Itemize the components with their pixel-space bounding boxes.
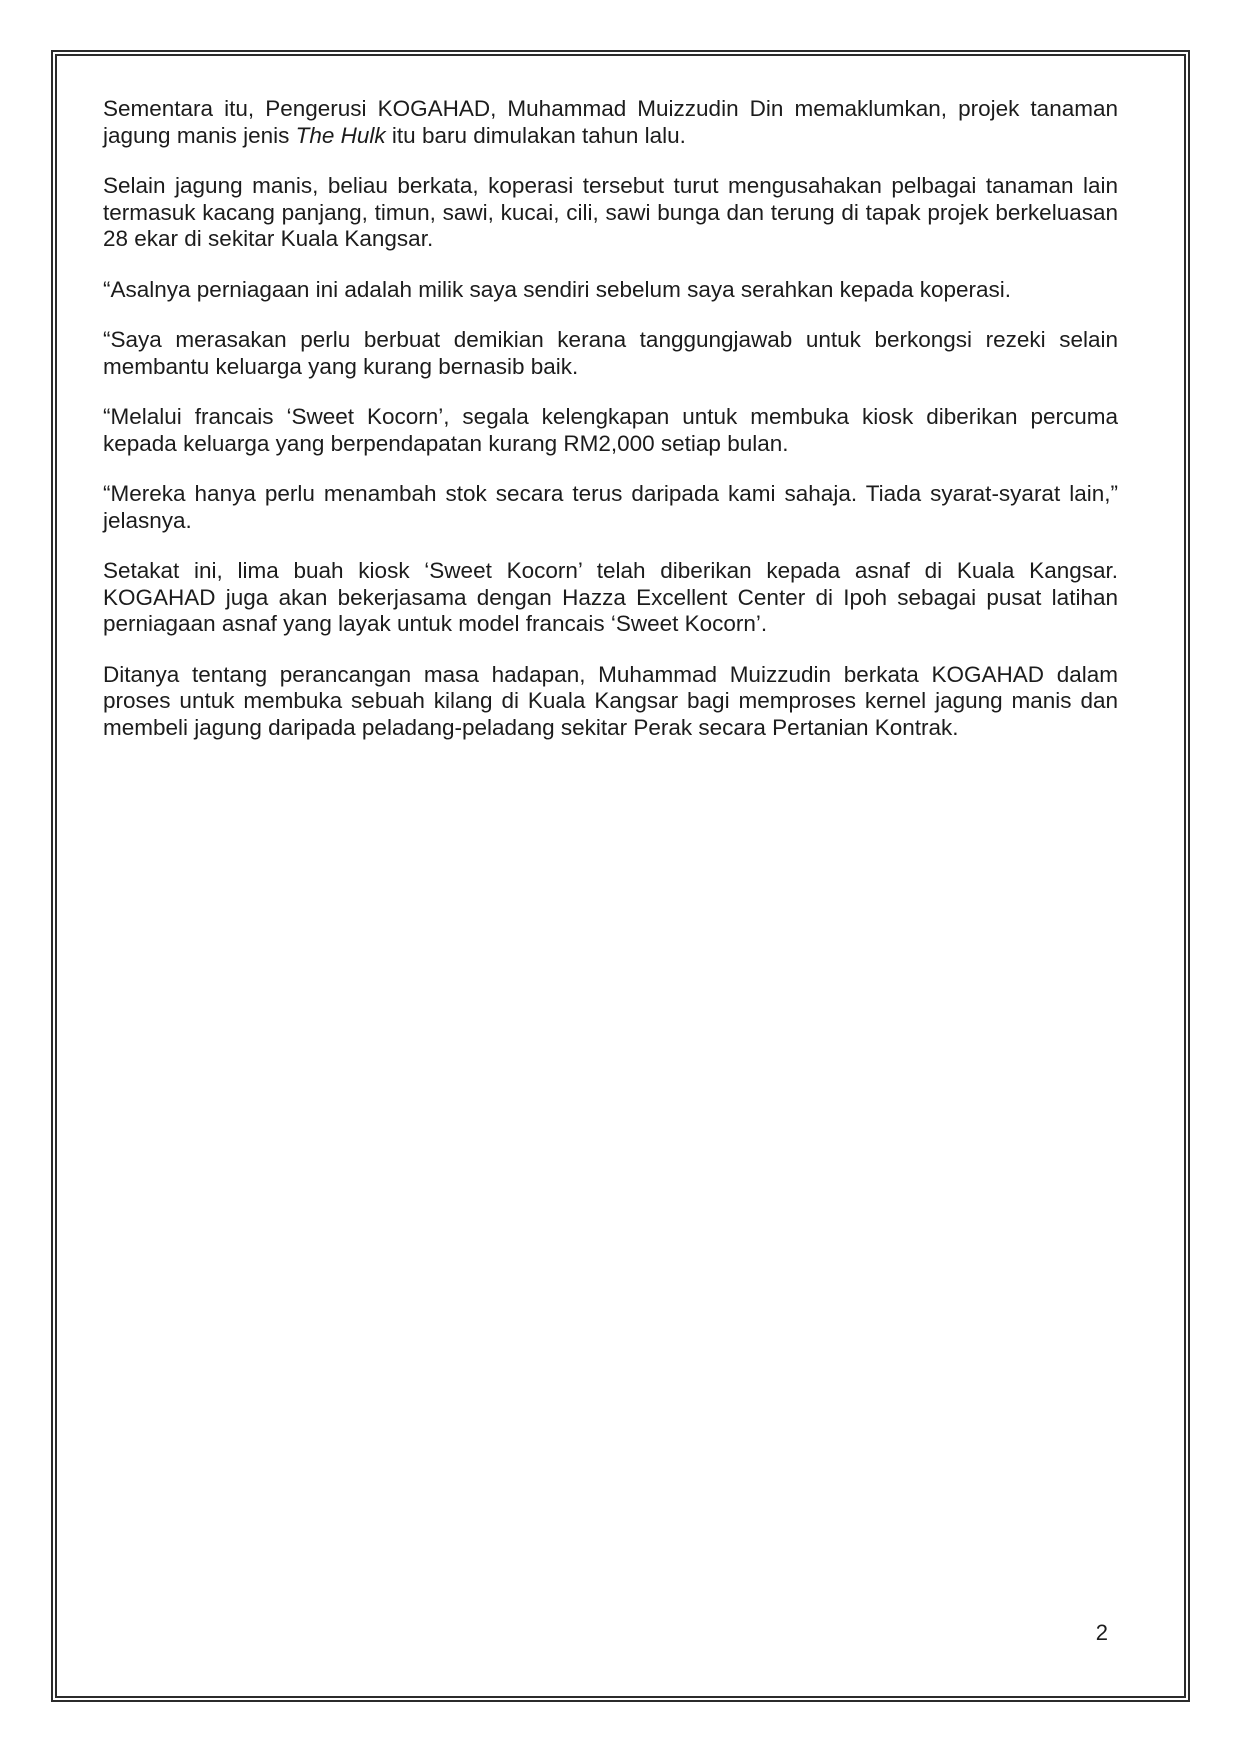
paragraph-7: Setakat ini, lima buah kiosk ‘Sweet Kocorn’ telah diberikan kepada asnaf di Kuala Kangsar. KOGAHAD juga akan bekerjasama dengan Hazza Excellent Center di Ipoh sebagai pusat latihan perniagaan asnaf yang layak untuk model francais ‘Sweet Kocorn’. bbox=[103, 558, 1118, 636]
page-number: 2 bbox=[1095, 1620, 1108, 1645]
paragraph-1-italic-phrase: The Hulk bbox=[295, 122, 386, 148]
paragraph-4: “Saya merasakan perlu berbuat demikian kerana tanggungjawab untuk berkongsi rezeki selain membantu keluarga yang kurang bernasib baik. bbox=[103, 327, 1118, 379]
paragraph-5: “Melalui francais ‘Sweet Kocorn’, segala kelengkapan untuk membuka kiosk diberikan percuma kepada keluarga yang berpendapatan kurang RM2,000 setiap bulan. bbox=[103, 404, 1118, 456]
page-border-frame bbox=[51, 50, 1190, 1702]
document-text-body bbox=[57, 56, 1184, 741]
paragraph-8: Ditanya tentang perancangan masa hadapan, Muhammad Muizzudin berkata KOGAHAD dalam proses untuk membuka sebuah kilang di Kuala Kangsar bagi memproses kernel jagung manis dan membeli jagung daripada peladang-peladang sekitar Perak secara Pertanian Kontrak. bbox=[103, 661, 1118, 740]
paragraph-6: “Mereka hanya perlu menambah stok secara terus daripada kami sahaja. Tiada syarat-syarat lain,” jelasnya. bbox=[103, 481, 1118, 533]
paragraph-1-text-after: itu baru dimulakan tahun lalu. bbox=[385, 122, 686, 148]
paragraph-2: Selain jagung manis, beliau berkata, koperasi tersebut turut mengusahakan pelbagai tanaman lain termasuk kacang panjang, timun, sawi, kucai, cili, sawi bunga dan terung di tapak projek berkeluasan 28 ekar di sekitar Kuala Kangsar. bbox=[103, 173, 1118, 251]
paragraph-1 bbox=[103, 96, 1118, 149]
paragraph-1-text-before: Sementara itu, Pengerusi KOGAHAD, Muhammad Muizzudin Din memaklumkan, projek tanaman jagung manis jenis bbox=[103, 96, 1118, 148]
paragraph-3: “Asalnya perniagaan ini adalah milik saya sendiri sebelum saya serahkan kepada koperasi. bbox=[103, 276, 1012, 302]
